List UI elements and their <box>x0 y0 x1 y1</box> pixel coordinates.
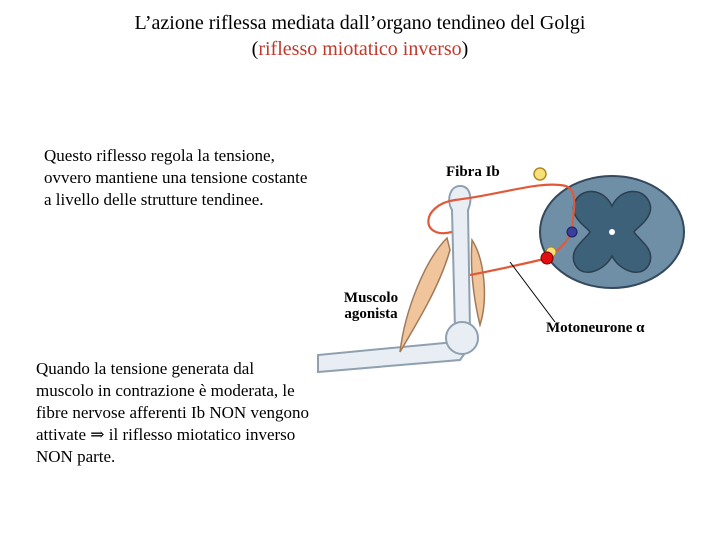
implies-arrow-icon: ⇒ <box>90 425 105 444</box>
humerus-bone <box>449 186 470 330</box>
intro-paragraph: Questo riflesso regola la tensione, ovvero mantiene una tensione costante a livello delle strutture tendinee. <box>44 146 308 209</box>
title-highlight: riflesso miotatico inverso <box>258 38 462 60</box>
motoneuron-icon <box>541 252 553 264</box>
interneuron-icon <box>567 227 577 237</box>
motoneurone-pointer <box>510 262 555 322</box>
label-fibra-ib: Fibra Ib <box>446 164 500 180</box>
label-muscolo-line2: agonista <box>344 306 398 322</box>
title-line-1: L’azione riflessa mediata dall’organo tendineo del Golgi <box>134 12 586 34</box>
agonist-muscle <box>400 238 450 352</box>
golgi-receptor-icon <box>534 168 546 180</box>
condition-text-1: Quando la tensione generata dal muscolo in contrazione è moderata, le fibre nervose afferenti Ib NON vengono attivate <box>36 359 310 444</box>
condition-text-2: il riflesso miotatico inverso NON parte. <box>36 425 296 466</box>
title-paren-close: ) <box>461 38 469 60</box>
label-motoneurone: Motoneurone α <box>546 320 645 336</box>
central-canal <box>609 229 615 235</box>
label-muscolo-agonista <box>338 290 404 322</box>
title-paren-open: ( <box>251 38 259 60</box>
label-muscolo-line1: Muscolo <box>343 290 399 306</box>
elbow-joint <box>446 322 478 354</box>
forearm-bone <box>318 342 470 372</box>
triceps-muscle <box>471 240 484 325</box>
